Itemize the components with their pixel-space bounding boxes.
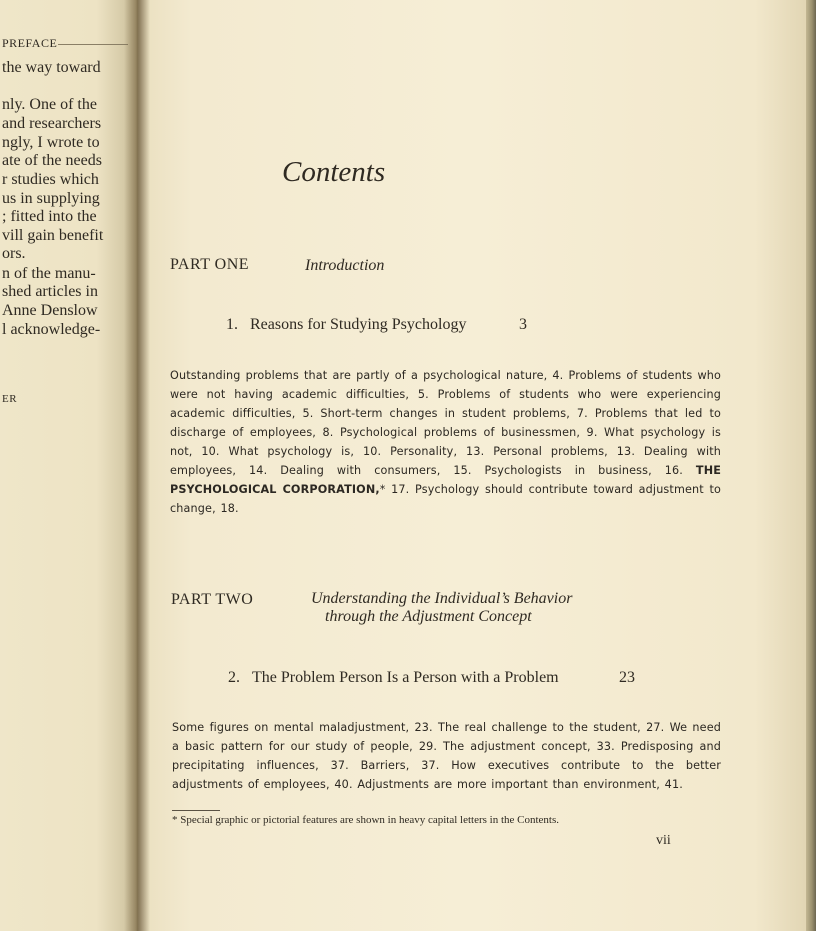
- left-page-line: ngly, I wrote to: [2, 134, 100, 151]
- left-page-line: ate of the needs: [2, 152, 102, 169]
- left-page-line: l acknowledge-: [2, 321, 101, 338]
- page-title: Contents: [282, 156, 386, 188]
- chapter-2-entry: [228, 669, 559, 687]
- chapter-number: 2.: [228, 669, 240, 686]
- part-two-title-line2: through the Adjustment Concept: [325, 608, 532, 625]
- left-page-line: ; fitted into the: [2, 208, 97, 225]
- footnote-rule: [172, 810, 220, 811]
- chapter-1-page: 3: [519, 316, 527, 333]
- chapter-2-page: 23: [619, 669, 635, 686]
- chapter-number: 1.: [226, 316, 238, 333]
- chapter-title: The Problem Person Is a Person with a Problem: [252, 669, 559, 686]
- left-page-line: r studies which: [2, 171, 99, 188]
- footnote: * Special graphic or pictorial features are shown in heavy capital letters in the Contents.: [172, 814, 560, 826]
- left-page-line: shed articles in: [2, 283, 98, 300]
- chapter-2-summary: Some figures on mental maladjustment, 23. The real challenge to the student, 27. We need a basic pattern for our study of people, 29. The adjustment concept, 33. Predisposing and precipitating influences, 37. Barriers, 37. How executives contribute to the better adjustments of employees, 40. Adjustments are more important than environment, 41.: [172, 721, 721, 791]
- chapter-1-entry: [226, 316, 466, 334]
- book-gutter: [124, 0, 150, 931]
- left-page-fragment: ER: [2, 393, 18, 405]
- left-page-line: the way toward: [2, 59, 101, 76]
- left-page-line: Anne Denslow: [2, 302, 98, 319]
- left-page-line: ors.: [2, 245, 26, 262]
- left-page-line: us in supplying: [2, 190, 100, 207]
- part-two-title-line1: Understanding the Individual’s Behavior: [311, 590, 573, 607]
- left-page-line: vill gain benefit: [2, 227, 104, 244]
- left-page-line: and researchers: [2, 115, 102, 132]
- part-one-label: PART ONE: [170, 256, 250, 273]
- summary-text: * 17. Psychology should contribute toward adjustment to change, 18.: [170, 483, 721, 515]
- featured-item: THE PSYCHOLOGICAL CORPORATION,: [170, 464, 721, 496]
- page-number: vii: [656, 833, 671, 848]
- part-two-label: PART TWO: [171, 591, 254, 608]
- left-page-line: n of the manu-: [2, 265, 96, 282]
- left-page: [0, 0, 138, 931]
- running-head: PREFACE: [2, 36, 58, 50]
- chapter-1-summary: [170, 366, 721, 518]
- page-edge: [806, 0, 816, 931]
- running-head-rule: [58, 44, 128, 45]
- summary-text: Outstanding problems that are partly of a psychological nature, 4. Problems of students who were not having academic difficulties, 5. Problems of students who were experiencing academic difficulties, 5. Short-term changes in student problems, 7. Problems that led to discharge of employees, 8. Psychological problems of businessmen, 9. What psychology is not, 10. What psychology is, 10. Personality, 13. Personal problems, 13. Dealing with employees, 14. Dealing with consumers, 15. Psychologists in business, 16.: [170, 369, 721, 477]
- part-one-title: Introduction: [305, 257, 385, 274]
- chapter-title: Reasons for Studying Psychology: [250, 316, 467, 333]
- left-page-line: nly. One of the: [2, 96, 97, 113]
